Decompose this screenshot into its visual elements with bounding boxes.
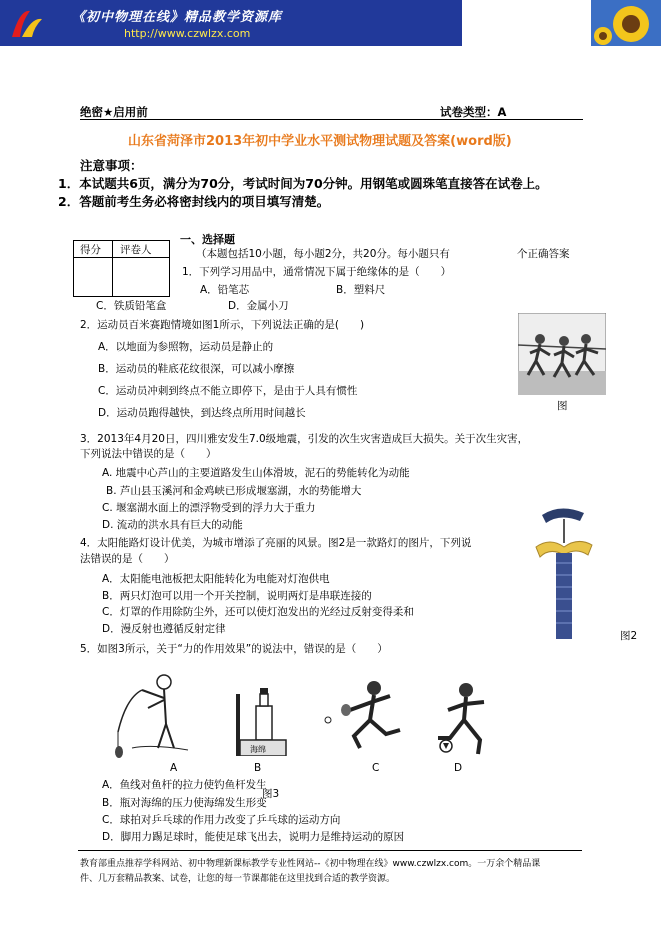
grader-header: 评卷人 [120, 244, 152, 256]
figure-2-solar-streetlight [530, 503, 614, 639]
q1-option-c: C．铁质铅笔盒 [96, 300, 167, 312]
secret-label: 绝密★启用前 [80, 105, 148, 119]
footer-rule [78, 850, 582, 851]
footer-line: 教育部重点推荐学科网站、初中物理新课标教学专业性网站--《初中物理在线》www.czwlzx.com。一万余个精品课 [80, 859, 541, 869]
figure-3-label-b: B [254, 762, 262, 774]
figure-3-label: 图3 [262, 788, 280, 800]
q3-option-c: C. 堰塞湖水面上的漂浮物受到的浮力大于重力 [102, 502, 316, 514]
paper-type: 试卷类型：A [440, 105, 507, 119]
banner-url[interactable]: http://www.czwlzx.com [124, 27, 251, 40]
footer-line: 件、几万套精品教案、试卷，让您的每一节课都能在这里找到合适的教学资源。 [80, 874, 396, 884]
sponge-label: 海绵 [250, 745, 266, 754]
q3-stem: 3．2013年4月20日，四川雅安发生7.0级地震，引发的次生灾害造成巨大损失。关于次生灾害， [80, 433, 529, 445]
figure-3b-bottle-sponge [228, 684, 288, 756]
q2-stem: 2．运动员百米赛跑情境如图1所示，下列说法正确的是( ) [80, 319, 365, 331]
q4-option-a: A．太阳能电池板把太阳能转化为电能对灯泡供电 [102, 573, 330, 585]
figure-3d-football-kick [428, 680, 498, 758]
site-logo-icon [6, 5, 48, 41]
q4-stem: 4．太阳能路灯设计优美，为城市增添了亮丽的风景。图2是一款路灯的图片，下列说 [80, 537, 472, 549]
document-title: 山东省菏泽市2013年初中学业水平测试物理试题及答案(word版) [128, 134, 512, 149]
section-heading: 一、选择题 [180, 233, 235, 246]
header-rule [80, 119, 583, 120]
q2-option-a: A．以地面为参照物，运动员是静止的 [98, 341, 274, 353]
notes-heading: 注意事项： [80, 158, 143, 173]
q4-option-d: D．漫反射也遵循反射定律 [102, 623, 226, 635]
q3-option-a: A. 地震中心芦山的主要道路发生山体滑坡，泥石的势能转化为动能 [102, 467, 410, 479]
figure-3a-fishing [112, 668, 190, 760]
q1-stem: 1．下列学习用品中，通常情况下属于绝缘体的是（ ） [182, 266, 452, 278]
figure-3c-table-tennis [324, 676, 410, 758]
q1-option-b: B．塑料尺 [336, 284, 386, 296]
q2-option-b: B．运动员的鞋底花纹很深，可以减小摩擦 [98, 363, 295, 375]
score-header: 得分 [80, 244, 101, 256]
q5-option-d: D．脚用力踢足球时，能使足球飞出去，说明力是维持运动的原因 [102, 831, 405, 843]
q5-option-c: C．球拍对乒乓球的作用力改变了乒乓球的运动方向 [102, 814, 341, 826]
figure-3-label-a: A [170, 762, 178, 774]
q4-stem-cont: 法错误的是（ ） [80, 553, 175, 565]
figure-1-runners [518, 313, 606, 395]
note-item: 1．本试题共6页，满分为70分，考试时间为70分钟。用钢笔或圆珠笔直接答在试卷上。 [58, 176, 548, 191]
q5-option-b: B．瓶对海绵的压力使海绵发生形变 [102, 797, 267, 809]
q1-option-a: A．铅笔芯 [200, 284, 250, 296]
q4-option-b: B．两只灯泡可以用一个开关控制，说明两灯是串联连接的 [102, 590, 372, 602]
section-intro: （本题包括10小题，每小题2分，共20分。每小题只有 [196, 248, 450, 260]
section-intro-end: 个正确答案 [517, 248, 570, 260]
q2-option-c: C．运动员冲刺到终点不能立即停下，是由于人具有惯性 [98, 385, 358, 397]
figure-1-label: 图 [557, 400, 568, 412]
figure-3-label-c: C [372, 762, 380, 774]
q1-option-d: D．金属小刀 [228, 300, 289, 312]
q5-stem: 5．如图3所示，关于“力的作用效果”的说法中，错误的是（ ） [80, 643, 388, 655]
banner-title: 《初中物理在线》精品教学资源库 [72, 10, 283, 25]
q2-option-d: D．运动员跑得越快，到达终点所用时间越长 [98, 407, 306, 419]
q4-option-c: C．灯罩的作用除防尘外，还可以使灯泡发出的光经过反射变得柔和 [102, 606, 414, 618]
q3-stem-cont: 下列说法中错误的是（ ） [80, 448, 217, 460]
figure-2-label: 图2 [620, 630, 638, 642]
q5-option-a: A．鱼线对鱼杆的拉力使钓鱼杆发生 [102, 779, 267, 791]
figure-3-label-d: D [454, 762, 463, 774]
note-item: 2．答题前考生务必将密封线内的项目填写清楚。 [58, 194, 330, 209]
score-table [73, 240, 170, 297]
q3-option-d: D. 流动的洪水具有巨大的动能 [102, 519, 243, 531]
q3-option-b: B. 芦山县玉溪河和金鸡峡已形成堰塞湖，水的势能增大 [106, 485, 362, 497]
header-banner [0, 0, 462, 46]
